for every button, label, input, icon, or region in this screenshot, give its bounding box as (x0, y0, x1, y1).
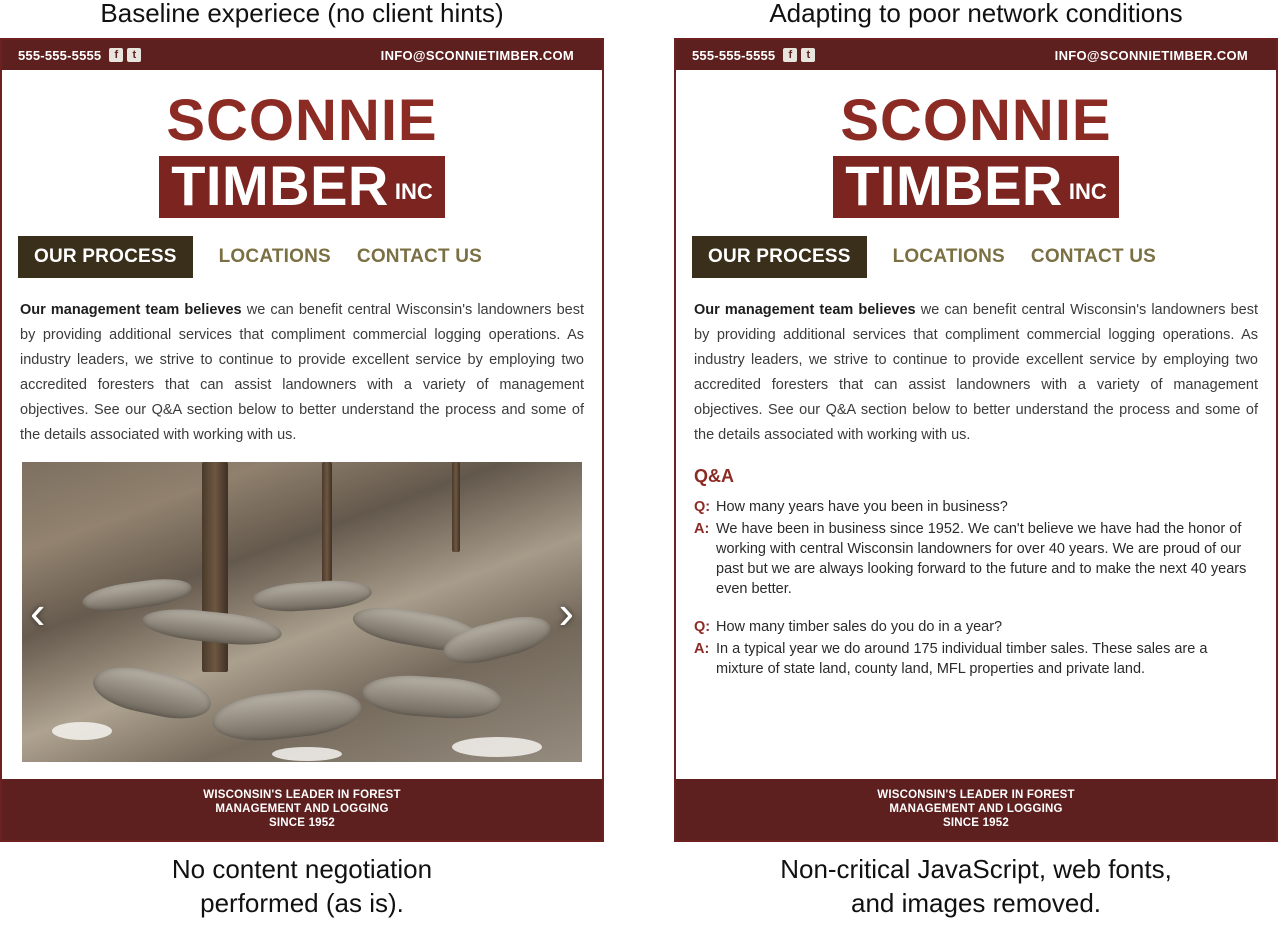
footer-line-2: MANAGEMENT AND LOGGING (215, 803, 389, 815)
twitter-icon[interactable]: t (801, 48, 815, 62)
answer-text: We have been in business since 1952. We can't believe we have had the honor of working with central Wisconsin landowners for over 40 years. We are proud of our past but we are always looking forward to the future and to make the next 40 years even better. (716, 521, 1247, 597)
qa-item-2 (676, 613, 1276, 679)
carousel-prev-button[interactable]: ‹ (30, 586, 46, 638)
logo-line-sconnie: SCONNIE (840, 88, 1112, 153)
answer-label: A: (694, 521, 710, 537)
email-link[interactable]: INFO@SCONNIETIMBER.COM (1054, 47, 1248, 63)
logo-line-timber: TIMBER (845, 154, 1063, 217)
question-label: Q: (694, 499, 711, 515)
facebook-icon[interactable]: f (109, 48, 123, 62)
intro-lead: Our management team believes (694, 302, 916, 318)
logo-line-sconnie: SCONNIE (166, 88, 438, 153)
qa-item-1 (676, 493, 1276, 613)
intro-paragraph-adapted (676, 292, 1276, 448)
question-text: How many timber sales do you do in a year? (716, 619, 1003, 635)
site-logo[interactable] (2, 70, 602, 218)
intro-paragraph (2, 292, 602, 448)
qa-heading: Q&A (694, 466, 734, 486)
site-footer-adapted (676, 779, 1276, 840)
footer-line-3: SINCE 1952 (943, 817, 1009, 829)
site-nav-adapted (676, 218, 1276, 292)
phone-number[interactable]: 555-555-5555 (692, 47, 776, 63)
site-logo-adapted[interactable] (676, 70, 1276, 218)
baseline-screenshot-panel (0, 38, 604, 842)
logo-inc: INC (394, 179, 433, 204)
logo-line-timber-box (833, 156, 1119, 218)
nav-item-our-process[interactable]: OUR PROCESS (692, 236, 867, 278)
nav-item-locations[interactable]: LOCATIONS (892, 246, 1005, 267)
question-text: How many years have you been in business? (716, 499, 1008, 515)
left-caption-line-2: performed (as is). (200, 888, 404, 918)
answer-label: A: (694, 641, 710, 657)
qa-answer-row (694, 639, 1258, 679)
facebook-icon[interactable]: f (783, 48, 797, 62)
logo-inc: INC (1068, 179, 1107, 204)
question-label: Q: (694, 619, 711, 635)
carousel-photo (22, 462, 582, 762)
site-topbar-adapted (676, 40, 1276, 70)
left-caption-line-1: No content negotiation (171, 854, 433, 884)
site-topbar (2, 40, 602, 70)
qa-question-row (694, 497, 1258, 517)
qa-question-row (694, 617, 1258, 637)
right-caption-line-2: and images removed. (850, 888, 1102, 918)
answer-text: In a typical year we do around 175 individual timber sales. These sales are a mixture of state land, county land, MFL properties and private land. (716, 641, 1208, 677)
nav-item-locations[interactable]: LOCATIONS (218, 246, 331, 267)
qa-answer-row (694, 519, 1258, 599)
intro-lead: Our management team believes (20, 302, 242, 318)
email-link[interactable]: INFO@SCONNIETIMBER.COM (380, 47, 574, 63)
intro-body: we can benefit central Wisconsin's landowners best by providing additional services that compliment commercial logging operations. As industry leaders, we strive to continue to provide excellent service by employing two accredited foresters that can assist landowners with a variety of management objectives. See our Q&A section below to better understand the process and some of the details associated with working with us. (694, 302, 1258, 443)
nav-item-our-process[interactable]: OUR PROCESS (18, 236, 193, 278)
footer-line-1: WISCONSIN'S LEADER IN FOREST (203, 789, 401, 801)
site-nav (2, 218, 602, 292)
social-links[interactable] (783, 48, 815, 62)
adapted-screenshot-panel (674, 38, 1278, 842)
nav-item-contact-us[interactable]: CONTACT US (356, 246, 483, 267)
site-footer (2, 779, 602, 840)
footer-line-3: SINCE 1952 (269, 817, 335, 829)
footer-line-1: WISCONSIN'S LEADER IN FOREST (877, 789, 1075, 801)
right-caption-bottom (674, 852, 1278, 920)
right-caption-top: Adapting to poor network conditions (769, 0, 1183, 28)
social-links[interactable] (109, 48, 141, 62)
left-caption-top: Baseline experiece (no client hints) (100, 0, 504, 28)
phone-number[interactable]: 555-555-5555 (18, 47, 102, 63)
twitter-icon[interactable]: t (127, 48, 141, 62)
logo-line-timber: TIMBER (171, 154, 389, 217)
carousel-next-button[interactable]: › (558, 586, 574, 638)
right-caption-line-1: Non-critical JavaScript, web fonts, (780, 854, 1172, 884)
nav-item-contact-us[interactable]: CONTACT US (1030, 246, 1157, 267)
intro-body: we can benefit central Wisconsin's landowners best by providing additional services that compliment commercial logging operations. As industry leaders, we strive to continue to provide excellent service by employing two accredited foresters that can assist landowners with a variety of management objectives. See our Q&A section below to better understand the process and some of the details associated with working with us. (20, 302, 584, 443)
left-caption-bottom (0, 852, 604, 920)
footer-line-2: MANAGEMENT AND LOGGING (889, 803, 1063, 815)
logo-line-timber-box (159, 156, 445, 218)
